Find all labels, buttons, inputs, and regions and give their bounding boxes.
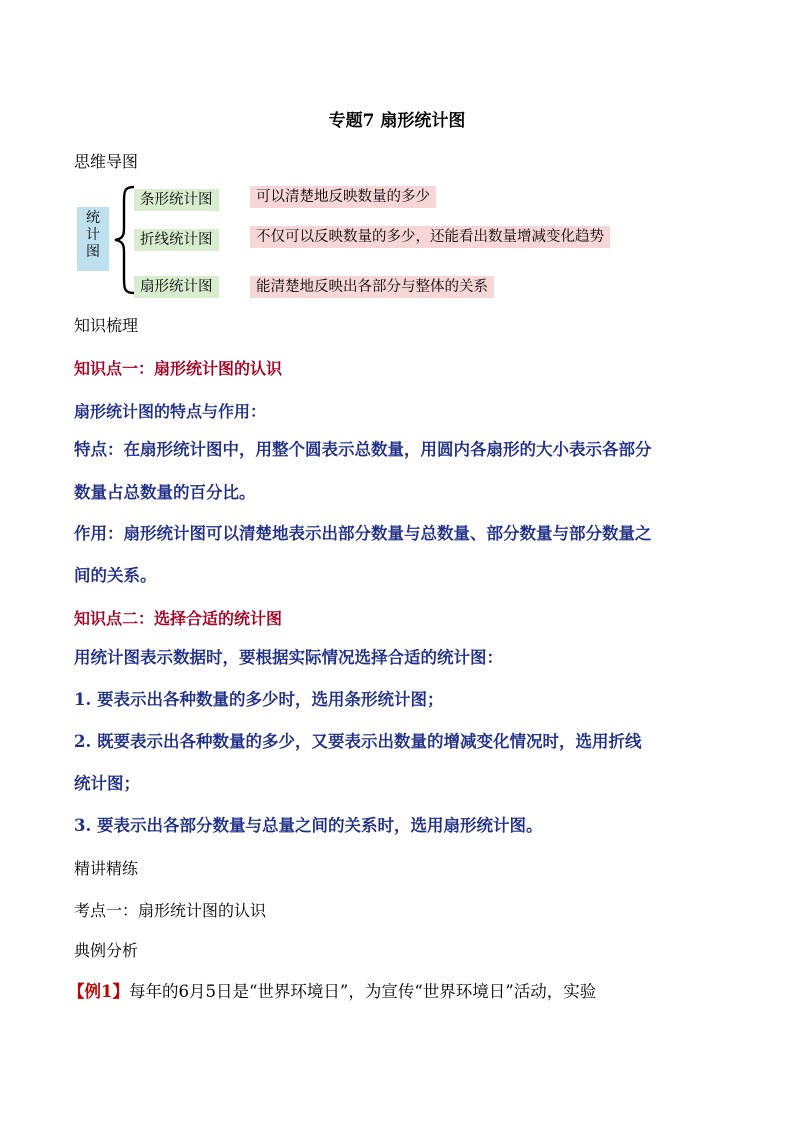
- list-item: 统计图；: [74, 774, 140, 793]
- mindmap-root: [77, 207, 109, 271]
- page-title: 专题7 扇形统计图: [328, 111, 466, 131]
- mindmap-heading: 思维导图: [74, 152, 139, 171]
- use-line: 作用：扇形统计图可以清楚地表示出部分数量与总数量、部分数量与部分数量之: [74, 524, 652, 543]
- example-heading: 典例分析: [74, 941, 139, 960]
- use-line: 间的关系。: [74, 566, 157, 585]
- root-char: 统: [86, 210, 100, 226]
- example-line: [68, 982, 738, 1002]
- example-text: 每年的6月5日是“世界环境日”，为宣传“世界环境日”活动，实验: [128, 982, 597, 1001]
- branch-type-bar: 条形统计图: [134, 189, 219, 211]
- point1-subtitle: 扇形统计图的特点与作用：: [74, 402, 267, 421]
- point2-title: 知识点二：选择合适的统计图: [74, 609, 283, 628]
- practice-heading: 精讲精练: [74, 859, 139, 878]
- branch-type-line: 折线统计图: [134, 229, 219, 251]
- feature-line: 特点：在扇形统计图中，用整个圆表示总数量，用圆内各扇形的大小表示各部分: [74, 440, 652, 459]
- point1-title: 知识点一：扇形统计图的认识: [74, 359, 283, 378]
- list-item: 3. 要表示出各部分数量与总量之间的关系时，选用扇形统计图。: [74, 816, 543, 835]
- branch-desc-line: 不仅可以反映数量的多少，还能看出数量增减变化趋势: [250, 226, 610, 248]
- root-char: 图: [86, 244, 100, 260]
- root-char: 计: [86, 227, 100, 243]
- kaodian-heading: 考点一：扇形统计图的认识: [74, 901, 267, 920]
- list-item: 2. 既要表示出各种数量的多少，又要表示出数量的增减变化情况时，选用折线: [74, 732, 642, 751]
- point2-intro: 用统计图表示数据时，要根据实际情况选择合适的统计图：: [74, 648, 503, 667]
- list-item: 1. 要表示出各种数量的多少时，选用条形统计图；: [74, 690, 444, 709]
- feature-line: 数量占总数量的百分比。: [74, 483, 256, 502]
- branch-desc-bar: 可以清楚地反映数量的多少: [250, 186, 436, 208]
- knowledge-heading: 知识梳理: [74, 316, 139, 335]
- example-label: 【例1】: [68, 982, 129, 1001]
- branch-type-pie: 扇形统计图: [134, 276, 219, 298]
- branch-desc-pie: 能清楚地反映出各部分与整体的关系: [250, 276, 494, 298]
